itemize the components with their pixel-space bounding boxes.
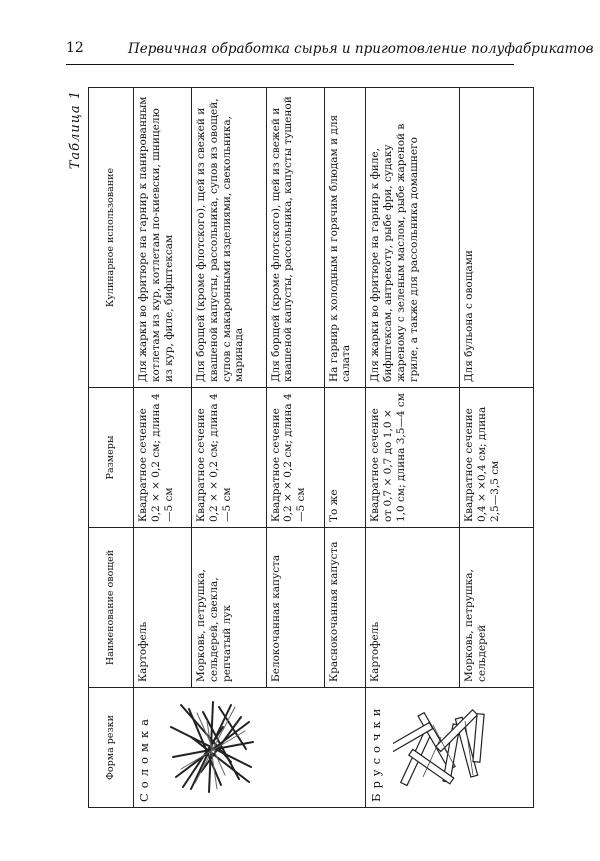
use-cell: На гарнир к холодным и горячим блюдам и для салата (324, 88, 366, 388)
use-cell: Для борщей (кроме флотского), щей из свежей и квашеной капусты, рассольника, супов из овощей, супов с макаронными изделиями, свекольника, маринада (192, 88, 266, 388)
shape-name-sticks: Брусочки (369, 703, 384, 802)
page-header (66, 40, 594, 64)
rotated-table-area (66, 88, 536, 808)
table-row (134, 88, 192, 808)
column-header-size: Размеры (89, 388, 134, 528)
header-rule (66, 64, 514, 65)
vegetable-cell: Картофель (134, 528, 192, 688)
use-cell: Для жарки во фритюре на гарнир к филе, бифштексам, антрекоту, рыбе фри, судаку жареному с зеленым маслом, рыбе жареной в гриле, а также для рассольника домашнего (366, 88, 460, 388)
table-row (366, 88, 460, 808)
size-cell: Квадратное сечение 0,2 × × 0,2 см; длина 4—5 см (266, 388, 324, 528)
size-cell: Квадратное сечение 0,4 × ×0,4 см; длина 2,5—3,5 см (460, 388, 534, 528)
table-caption: Таблица 1 (68, 90, 83, 170)
vegetable-cell: Морковь, петрушка, сельдерей, свекла, репчатый лук (192, 528, 266, 688)
shape-cell-sticks (366, 688, 534, 808)
vegetable-cell: Картофель (366, 528, 460, 688)
size-cell: То же (324, 388, 366, 528)
size-cell: Квадратное сечение от 0,7 × 0,7 до 1,0 × 1,0 см; длина 3,5—4 см (366, 388, 460, 528)
use-cell: Для жарки во фритюре на гарнир к панированным котлетам из кур, котлетам по-киевски, шницелю из кур, филе, бифштексам (134, 88, 192, 388)
straw-cut-illustration (161, 698, 261, 798)
column-header-use: Кулинарное использование (89, 88, 134, 388)
shape-cell-straw (134, 688, 366, 808)
stick-cut-illustration (393, 698, 493, 798)
page-number: 12 (66, 40, 84, 56)
size-cell: Квадратное сечение 0,2 × × 0,2 см; длина 4—5 см (134, 388, 192, 528)
size-cell: Квадратное сечение 0,2 × × 0,2 см; длина 4—5 см (192, 388, 266, 528)
vegetable-cell: Морковь, петрушка, сельдерей (460, 528, 534, 688)
table-header-row (89, 88, 134, 808)
running-title: Первичная обработка сырья и приготовление полуфабрикатов (128, 41, 594, 57)
vegetable-cell: Белокочанная капуста (266, 528, 324, 688)
use-cell: Для бульона с овощами (460, 88, 534, 388)
shape-name-straw: Соломка (137, 714, 151, 802)
use-cell: Для борщей (кроме флотского), щей из свежей и квашеной капусты, рассольника, капусты тушеной (266, 88, 324, 388)
cutting-table (88, 87, 534, 808)
column-header-vegetable: Наименование овощей (89, 528, 134, 688)
vegetable-cell: Краснокочанная капуста (324, 528, 366, 688)
column-header-shape: Форма резки (89, 688, 134, 808)
